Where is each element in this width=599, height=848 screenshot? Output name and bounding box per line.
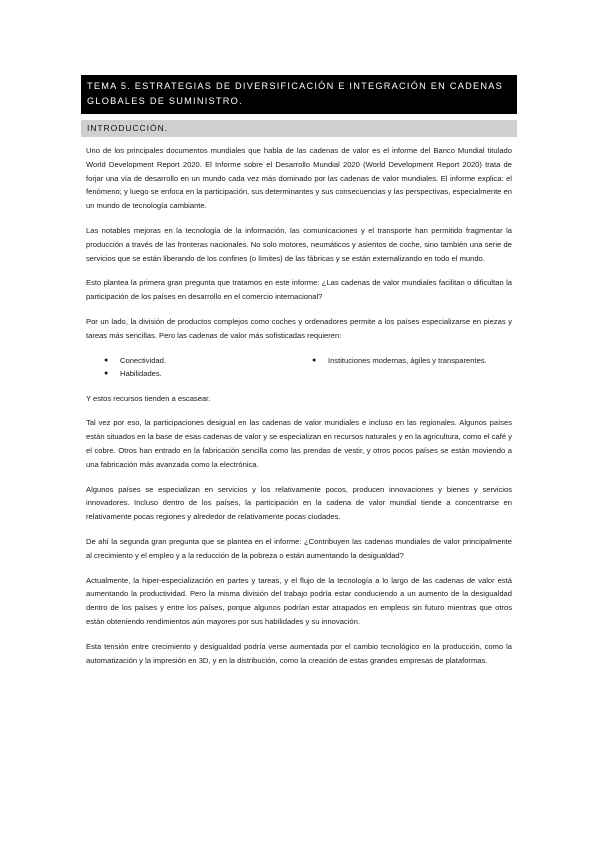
bullet-icon: ● [104,356,109,364]
chapter-title-line-1: TEMA 5. ESTRATEGIAS DE DIVERSIFICACIÓN E INTEGRACIÓN EN CADENAS [87,81,504,91]
list-item-text: Instituciones modernas, ágiles y transparentes. [328,355,487,365]
bullet-icon: ● [104,370,109,378]
section-heading: INTRODUCCIÓN. [87,123,168,133]
list-item [104,367,312,381]
section-heading-banner [81,120,517,137]
paragraph-7: Algunos países se especializan en servicios y los relativamente pocos, producen innovaciones y bienes y servicios innovadores. Incluso dentro de los países, la participación en la cadena de valor mundial tiende a concentrarse en relativamente pocas regiones y alrededor de relativamente pocas ciudades. [86,484,512,522]
paragraph-1: Uno de los principales documentos mundiales que habla de las cadenas de valor es el informe del Banco Mundial titulado World Development Report 2020. El Informe sobre el Desarrollo Mundial 2020 (World Development Report 2020) trata de forjar una vía de desarrollo en un mundo cada vez más dominado por las cadenas de valor mundiales. El informe explica: el fenómeno; y luego se enfoca en la participación, sus determinantes y sus consecuencias y las perspectivas, especialmente en un mundo de tecnología cambiante. [86,146,512,211]
bullet-column-2 [312,354,512,381]
paragraph-6: Tal vez por eso, la participaciones desigual en las cadenas de valor mundiales e incluso en las regionales. Algunos países están situados en la base de esas cadenas de valor y se especializan en recursos naturales y en la agricultura, como el café y el cobre. Otros han entrado en la fabricación sencilla como las prendas de vestir, y otros pocos países se están moviendo a una fabricación más avanzada como la electrónica. [86,418,512,469]
list-item-text: Habilidades. [120,369,162,379]
bullet-icon: ● [312,356,317,364]
paragraph-9: Actualmente, la hiper-especialización en partes y tareas, y el flujo de la tecnología a lo largo de las cadenas de valor está aumentando la productividad. Pero la misma división del trabajo podría estar conduciendo a un aumento de la desigualdad dentro de los países y entre los países, porque algunos podrían estar atrapados en empleos sin futuro mientras que otros están obteniendo rendimientos aún mayores por sus habilidades y su innovación. [86,575,512,626]
paragraph-3: Esto plantea la primera gran pregunta que tratamos en este informe: ¿Las cadenas de valor mundiales facilitan o dificultan la participación de los países en desarrollo en el comercio internacional? [86,278,512,302]
paragraph-2: Las notables mejoras en la tecnología de la información, las comunicaciones y el transporte han permitido fragmentar la producción a través de las fronteras nacionales. No solo motores, neumáticos y asientos de coche, sino también una serie de servicios que se están liberando de los confines (o límites) de las fábricas y se están externalizando en todo el mundo. [86,225,512,263]
paragraph-4: Por un lado, la división de productos complejos como coches y ordenadores permite a los países especializarse en piezas y tareas más sencillas. Pero las cadenas de valor más sofisticadas requieren: [86,316,512,340]
paragraph-5: Y estos recursos tienden a escasear. [86,393,211,403]
paragraph-8: De ahí la segunda gran pregunta que se plantea en el informe: ¿Contribuyen las cadenas mundiales de valor principalmente al crecimiento y el empleo y a la reducción de la pobreza o están aumentando la desigualdad? [86,536,512,560]
list-item [312,354,512,368]
list-item [104,354,312,368]
list-item-text: Conectividad. [120,355,167,365]
chapter-title-banner [81,75,517,114]
bullet-column-1 [86,354,312,381]
requirements-list [86,354,512,381]
document-body [86,144,512,678]
paragraph-10: Esta tensión entre crecimiento y desigualdad podría verse aumentada por el cambio tecnológico en la producción, como la automatización y la impresión en 3D, y en la distribución, como la creación de estas grandes empresas de plataformas. [86,641,512,665]
chapter-title-line-2: GLOBALES DE SUMINISTRO. [87,96,243,106]
